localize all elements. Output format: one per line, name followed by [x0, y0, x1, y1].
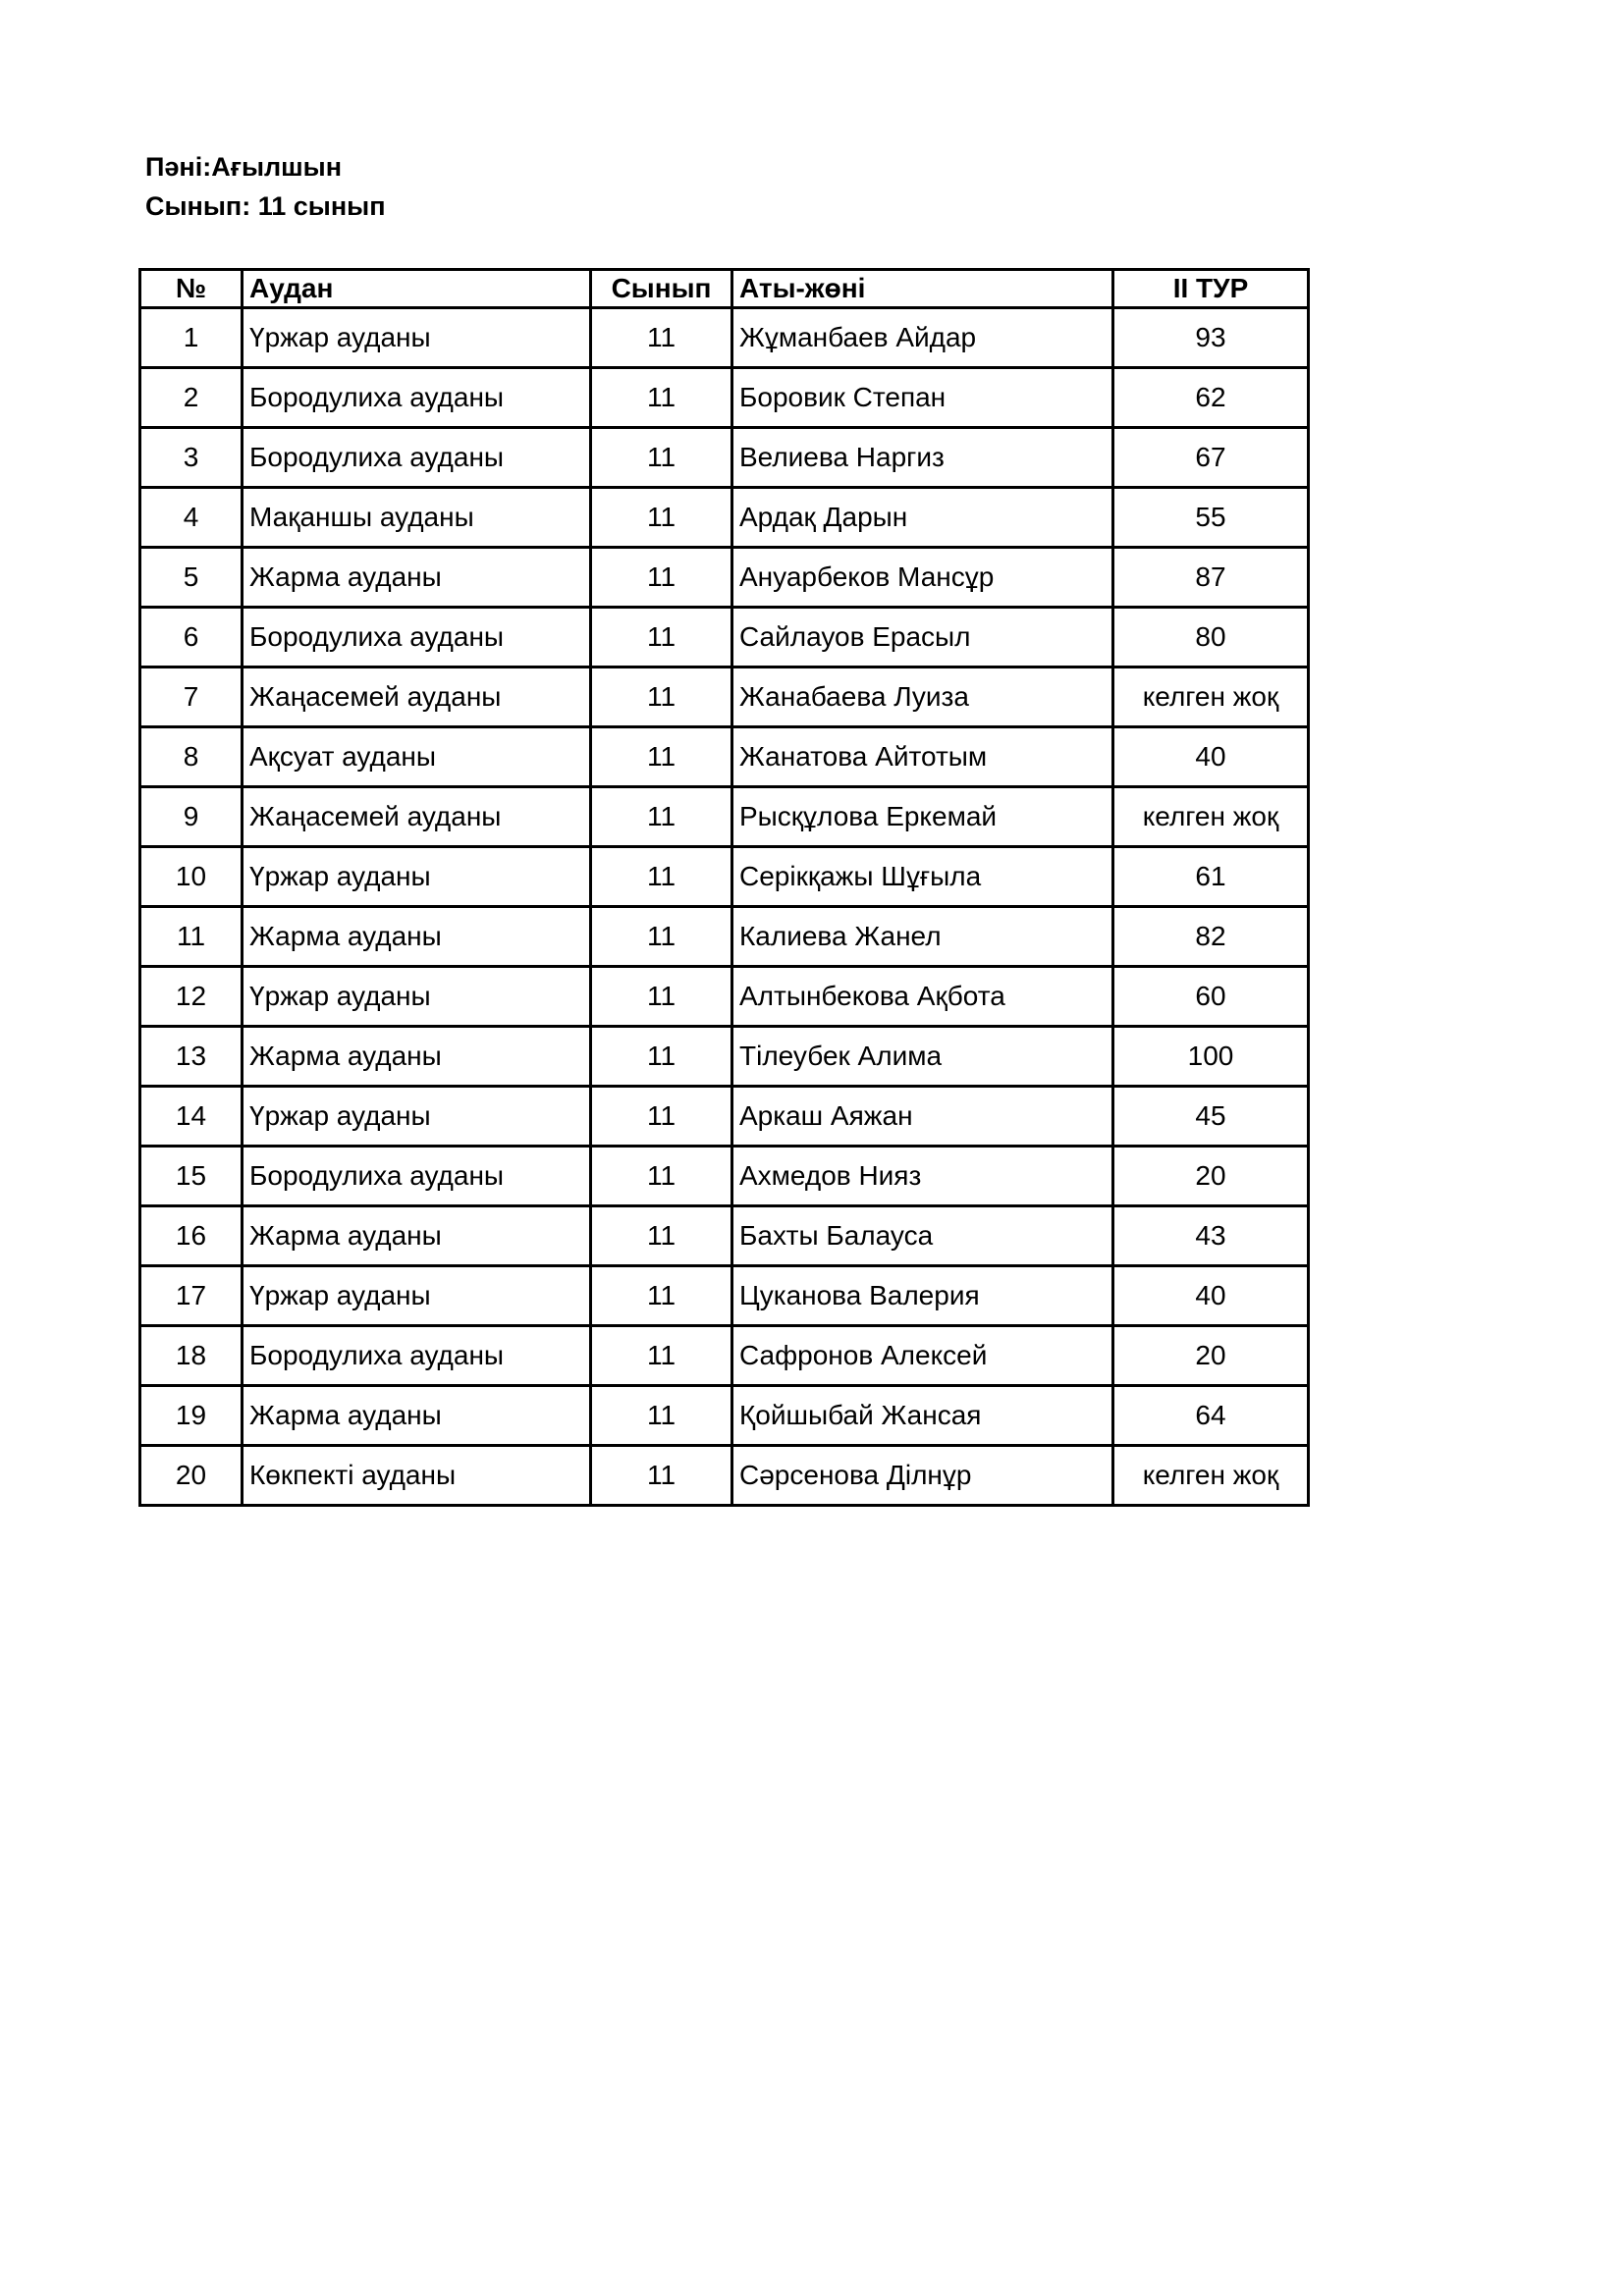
cell-number: 18 — [140, 1326, 243, 1386]
column-header-class: Сынып — [591, 270, 732, 308]
table-header-row — [140, 270, 1309, 308]
table-row — [140, 667, 1309, 727]
cell-district: Жаңасемей ауданы — [243, 787, 591, 847]
cell-class: 11 — [591, 1087, 732, 1147]
cell-name: Алтынбекова Ақбота — [732, 967, 1113, 1027]
table-row — [140, 1266, 1309, 1326]
cell-number: 8 — [140, 727, 243, 787]
cell-number: 6 — [140, 608, 243, 667]
cell-class: 11 — [591, 967, 732, 1027]
cell-district: Бородулиха ауданы — [243, 368, 591, 428]
cell-round-2-score: келген жоқ — [1113, 667, 1309, 727]
cell-district: Үржар ауданы — [243, 1087, 591, 1147]
cell-number: 12 — [140, 967, 243, 1027]
cell-round-2-score: 40 — [1113, 727, 1309, 787]
cell-number: 19 — [140, 1386, 243, 1446]
cell-name: Велиева Наргиз — [732, 428, 1113, 488]
cell-district: Жаңасемей ауданы — [243, 667, 591, 727]
cell-district: Жарма ауданы — [243, 1206, 591, 1266]
cell-district: Үржар ауданы — [243, 1266, 591, 1326]
table-row — [140, 1087, 1309, 1147]
table-row — [140, 907, 1309, 967]
cell-name: Ахмедов Нияз — [732, 1147, 1113, 1206]
table-row — [140, 428, 1309, 488]
table-row — [140, 488, 1309, 548]
cell-number: 17 — [140, 1266, 243, 1326]
cell-district: Бородулиха ауданы — [243, 428, 591, 488]
cell-round-2-score: 55 — [1113, 488, 1309, 548]
table-row — [140, 787, 1309, 847]
cell-district: Жарма ауданы — [243, 1386, 591, 1446]
cell-class: 11 — [591, 1386, 732, 1446]
cell-round-2-score: 82 — [1113, 907, 1309, 967]
cell-name: Қойшыбай Жансая — [732, 1386, 1113, 1446]
grade-label: Сынып: 11 сынып — [145, 191, 386, 221]
table-row — [140, 368, 1309, 428]
cell-class: 11 — [591, 608, 732, 667]
cell-name: Сафронов Алексей — [732, 1326, 1113, 1386]
cell-number: 2 — [140, 368, 243, 428]
table-row — [140, 1386, 1309, 1446]
cell-district: Мақаншы ауданы — [243, 488, 591, 548]
cell-class: 11 — [591, 1266, 732, 1326]
cell-name: Жанатова Айтотым — [732, 727, 1113, 787]
cell-round-2-score: 93 — [1113, 308, 1309, 368]
cell-number: 15 — [140, 1147, 243, 1206]
cell-class: 11 — [591, 667, 732, 727]
cell-class: 11 — [591, 787, 732, 847]
cell-class: 11 — [591, 1206, 732, 1266]
cell-district: Бородулиха ауданы — [243, 1326, 591, 1386]
cell-name: Сайлауов Ерасыл — [732, 608, 1113, 667]
cell-number: 1 — [140, 308, 243, 368]
table-row — [140, 1446, 1309, 1506]
cell-class: 11 — [591, 548, 732, 608]
cell-name: Рысқұлова Еркемай — [732, 787, 1113, 847]
cell-round-2-score: 43 — [1113, 1206, 1309, 1266]
cell-district: Ақсуат ауданы — [243, 727, 591, 787]
cell-number: 10 — [140, 847, 243, 907]
cell-number: 16 — [140, 1206, 243, 1266]
cell-round-2-score: 60 — [1113, 967, 1309, 1027]
table-row — [140, 967, 1309, 1027]
cell-number: 11 — [140, 907, 243, 967]
cell-name: Ардақ Дарын — [732, 488, 1113, 548]
cell-number: 5 — [140, 548, 243, 608]
cell-class: 11 — [591, 1027, 732, 1087]
cell-round-2-score: 61 — [1113, 847, 1309, 907]
document-header — [145, 147, 386, 226]
table-row — [140, 548, 1309, 608]
table-body — [140, 308, 1309, 1506]
cell-name: Жанабаева Луиза — [732, 667, 1113, 727]
cell-district: Жарма ауданы — [243, 907, 591, 967]
cell-round-2-score: 100 — [1113, 1027, 1309, 1087]
column-header-name: Аты-жөні — [732, 270, 1113, 308]
table-row — [140, 1326, 1309, 1386]
column-header-number: № — [140, 270, 243, 308]
cell-name: Калиева Жанел — [732, 907, 1113, 967]
cell-round-2-score: 64 — [1113, 1386, 1309, 1446]
cell-round-2-score: 62 — [1113, 368, 1309, 428]
cell-name: Серікқажы Шұғыла — [732, 847, 1113, 907]
cell-round-2-score: 20 — [1113, 1326, 1309, 1386]
column-header-district: Аудан — [243, 270, 591, 308]
cell-district: Жарма ауданы — [243, 548, 591, 608]
cell-district: Үржар ауданы — [243, 847, 591, 907]
cell-district: Үржар ауданы — [243, 967, 591, 1027]
table-row — [140, 847, 1309, 907]
column-header-round-2: II ТУР — [1113, 270, 1309, 308]
cell-class: 11 — [591, 727, 732, 787]
cell-class: 11 — [591, 907, 732, 967]
cell-district: Үржар ауданы — [243, 308, 591, 368]
cell-district: Бородулиха ауданы — [243, 1147, 591, 1206]
cell-round-2-score: 40 — [1113, 1266, 1309, 1326]
cell-class: 11 — [591, 488, 732, 548]
cell-round-2-score: келген жоқ — [1113, 787, 1309, 847]
cell-name: Тілеубек Алима — [732, 1027, 1113, 1087]
cell-round-2-score: 87 — [1113, 548, 1309, 608]
cell-class: 11 — [591, 1446, 732, 1506]
cell-name: Жұманбаев Айдар — [732, 308, 1113, 368]
cell-number: 4 — [140, 488, 243, 548]
cell-name: Сәрсенова Ділнұр — [732, 1446, 1113, 1506]
cell-class: 11 — [591, 1326, 732, 1386]
table-row — [140, 308, 1309, 368]
results-table — [138, 268, 1310, 1507]
cell-class: 11 — [591, 1147, 732, 1206]
cell-district: Жарма ауданы — [243, 1027, 591, 1087]
cell-class: 11 — [591, 847, 732, 907]
cell-district: Бородулиха ауданы — [243, 608, 591, 667]
cell-round-2-score: 20 — [1113, 1147, 1309, 1206]
cell-name: Цуканова Валерия — [732, 1266, 1113, 1326]
cell-name: Бахты Балауса — [732, 1206, 1113, 1266]
cell-round-2-score: 45 — [1113, 1087, 1309, 1147]
table-row — [140, 1027, 1309, 1087]
cell-class: 11 — [591, 308, 732, 368]
table-row — [140, 608, 1309, 667]
table-row — [140, 727, 1309, 787]
cell-name: Боровик Степан — [732, 368, 1113, 428]
cell-round-2-score: 67 — [1113, 428, 1309, 488]
cell-number: 20 — [140, 1446, 243, 1506]
cell-class: 11 — [591, 428, 732, 488]
cell-round-2-score: келген жоқ — [1113, 1446, 1309, 1506]
cell-number: 13 — [140, 1027, 243, 1087]
cell-name: Ануарбеков Мансұр — [732, 548, 1113, 608]
cell-number: 9 — [140, 787, 243, 847]
cell-round-2-score: 80 — [1113, 608, 1309, 667]
cell-class: 11 — [591, 368, 732, 428]
cell-name: Аркаш Аяжан — [732, 1087, 1113, 1147]
cell-number: 3 — [140, 428, 243, 488]
cell-number: 14 — [140, 1087, 243, 1147]
cell-district: Көкпекті ауданы — [243, 1446, 591, 1506]
subject-label: Пәні:Ағылшын — [145, 152, 343, 182]
table-row — [140, 1206, 1309, 1266]
table-row — [140, 1147, 1309, 1206]
cell-number: 7 — [140, 667, 243, 727]
